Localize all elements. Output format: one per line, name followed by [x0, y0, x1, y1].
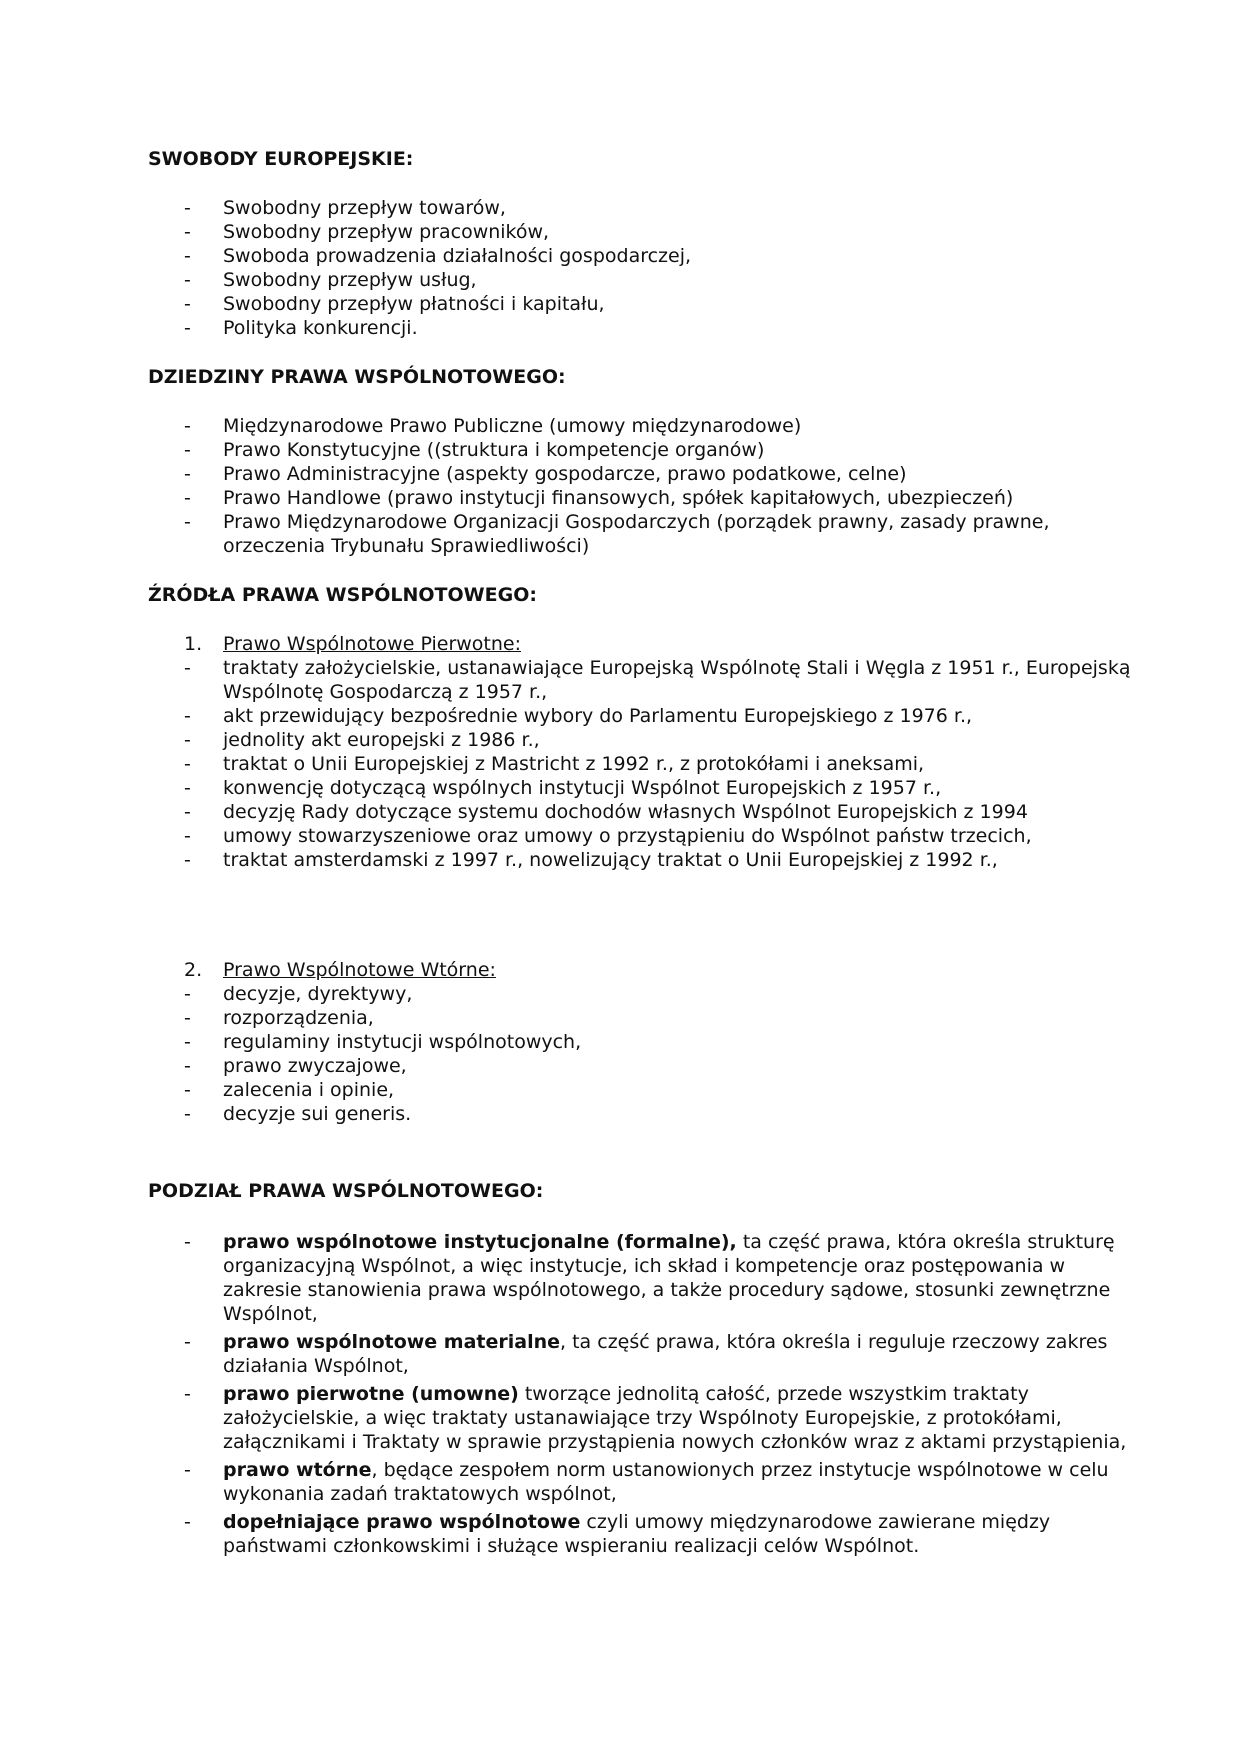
list-item: - Swobodny przepływ płatności i kapitału, [184, 293, 605, 315]
list-item: - Swobodny przepływ towarów, [184, 197, 506, 219]
list-item: - prawo wspólnotowe materialne, ta część prawa, która określa i reguluje rzeczowy zakres działania Wspólnot, [184, 1331, 1108, 1377]
list-item: - decyzję Rady dotyczące systemu dochodów własnych Wspólnot Europejskich z 1994 [184, 801, 1028, 823]
list-item: - Prawo Konstytucyjne ((struktura i kompetencje organów) [184, 439, 765, 461]
list-item: - Prawo Administracyjne (aspekty gospodarcze, prawo podatkowe, celne) [184, 463, 907, 485]
list-item: - konwencję dotyczącą wspólnych instytucji Wspólnot Europejskich z 1957 r., [184, 777, 942, 799]
list-item: - Prawo Handlowe (prawo instytucji finansowych, spółek kapitałowych, ubezpieczeń) [184, 487, 1014, 509]
domains-list [148, 414, 1148, 558]
list-item: - decyzje, dyrektywy, [184, 983, 413, 1005]
list-item: - prawo pierwotne (umowne) tworzące jednolitą całość, przede wszystkim traktaty założycielskie, a więc traktaty ustanawiające trzy Wspólnoty Europejskie, z protokółami, załącznikami i Traktaty w sprawie przystąpienia nowych członków wraz z aktami przystąpienia, [184, 1383, 1127, 1453]
list-item: - umowy stowarzyszeniowe oraz umowy o przystąpieniu do Wspólnot państw trzecich, [184, 825, 1032, 847]
list-item: - prawo wtórne, będące zespołem norm ustanowionych przez instytucje wspólnotowe w celu wykonania zadań traktatowych wspólnot, [184, 1459, 1109, 1505]
list-item: - Swoboda prowadzenia działalności gospodarczej, [184, 245, 692, 267]
list-item: - akt przewidujący bezpośrednie wybory do Parlamentu Europejskiego z 1976 r., [184, 705, 973, 727]
list-heading-secondary: 2. Prawo Wspólnotowe Wtórne: [184, 959, 496, 981]
section-heading-freedoms: SWOBODY EUROPEJSKIE: [148, 148, 414, 170]
section-heading-domains: DZIEDZINY PRAWA WSPÓLNOTOWEGO: [148, 366, 566, 388]
list-item: - Prawo Międzynarodowe Organizacji Gospodarczych (porządek prawny, zasady prawne, orzeczenia Trybunału Sprawiedliwości) [184, 511, 1050, 557]
list-item: - Polityka konkurencji. [184, 317, 418, 339]
division-list [148, 1230, 1148, 1558]
primary-law-list [148, 632, 1148, 872]
section-heading-division: PODZIAŁ PRAWA WSPÓLNOTOWEGO: [148, 1180, 544, 1202]
list-item: - rozporządzenia, [184, 1007, 374, 1029]
list-item: - prawo zwyczajowe, [184, 1055, 407, 1077]
freedoms-list [148, 196, 1148, 340]
list-item: - Swobodny przepływ pracowników, [184, 221, 550, 243]
list-item: - jednolity akt europejski z 1986 r., [184, 729, 540, 751]
list-item: - traktat o Unii Europejskiej z Mastricht z 1992 r., z protokółami i aneksami, [184, 753, 925, 775]
list-item: - zalecenia i opinie, [184, 1079, 395, 1101]
list-heading-primary: 1. Prawo Wspólnotowe Pierwotne: [184, 633, 522, 655]
secondary-law-list [148, 958, 1148, 1126]
section-heading-sources: ŹRÓDŁA PRAWA WSPÓLNOTOWEGO: [148, 584, 537, 606]
list-item: - regulaminy instytucji wspólnotowych, [184, 1031, 582, 1053]
list-item: - Międzynarodowe Prawo Publiczne (umowy międzynarodowe) [184, 415, 802, 437]
list-item: - decyzje sui generis. [184, 1103, 412, 1125]
list-item: - traktat amsterdamski z 1997 r., nowelizujący traktat o Unii Europejskiej z 1992 r., [184, 849, 998, 871]
list-item: - prawo wspólnotowe instytucjonalne (formalne), ta część prawa, która określa strukturę organizacyjną Wspólnot, a więc instytucje, ich skład i kompetencje oraz postępowania w zakresie stanowienia prawa wspólnotowego, a także procedury sądowe, stosunki zewnętrzne Wspólnot, [184, 1231, 1115, 1325]
list-item: - dopełniające prawo wspólnotowe czyli umowy międzynarodowe zawierane między państwami członkowskimi i służące wspieraniu realizacji celów Wspólnot. [184, 1511, 1051, 1557]
list-item: - Swobodny przepływ usług, [184, 269, 477, 291]
list-item: - traktaty założycielskie, ustanawiające Europejską Wspólnotę Stali i Węgla z 1951 r., Europejską Wspólnotę Gospodarczą z 1957 r., [184, 657, 1131, 703]
